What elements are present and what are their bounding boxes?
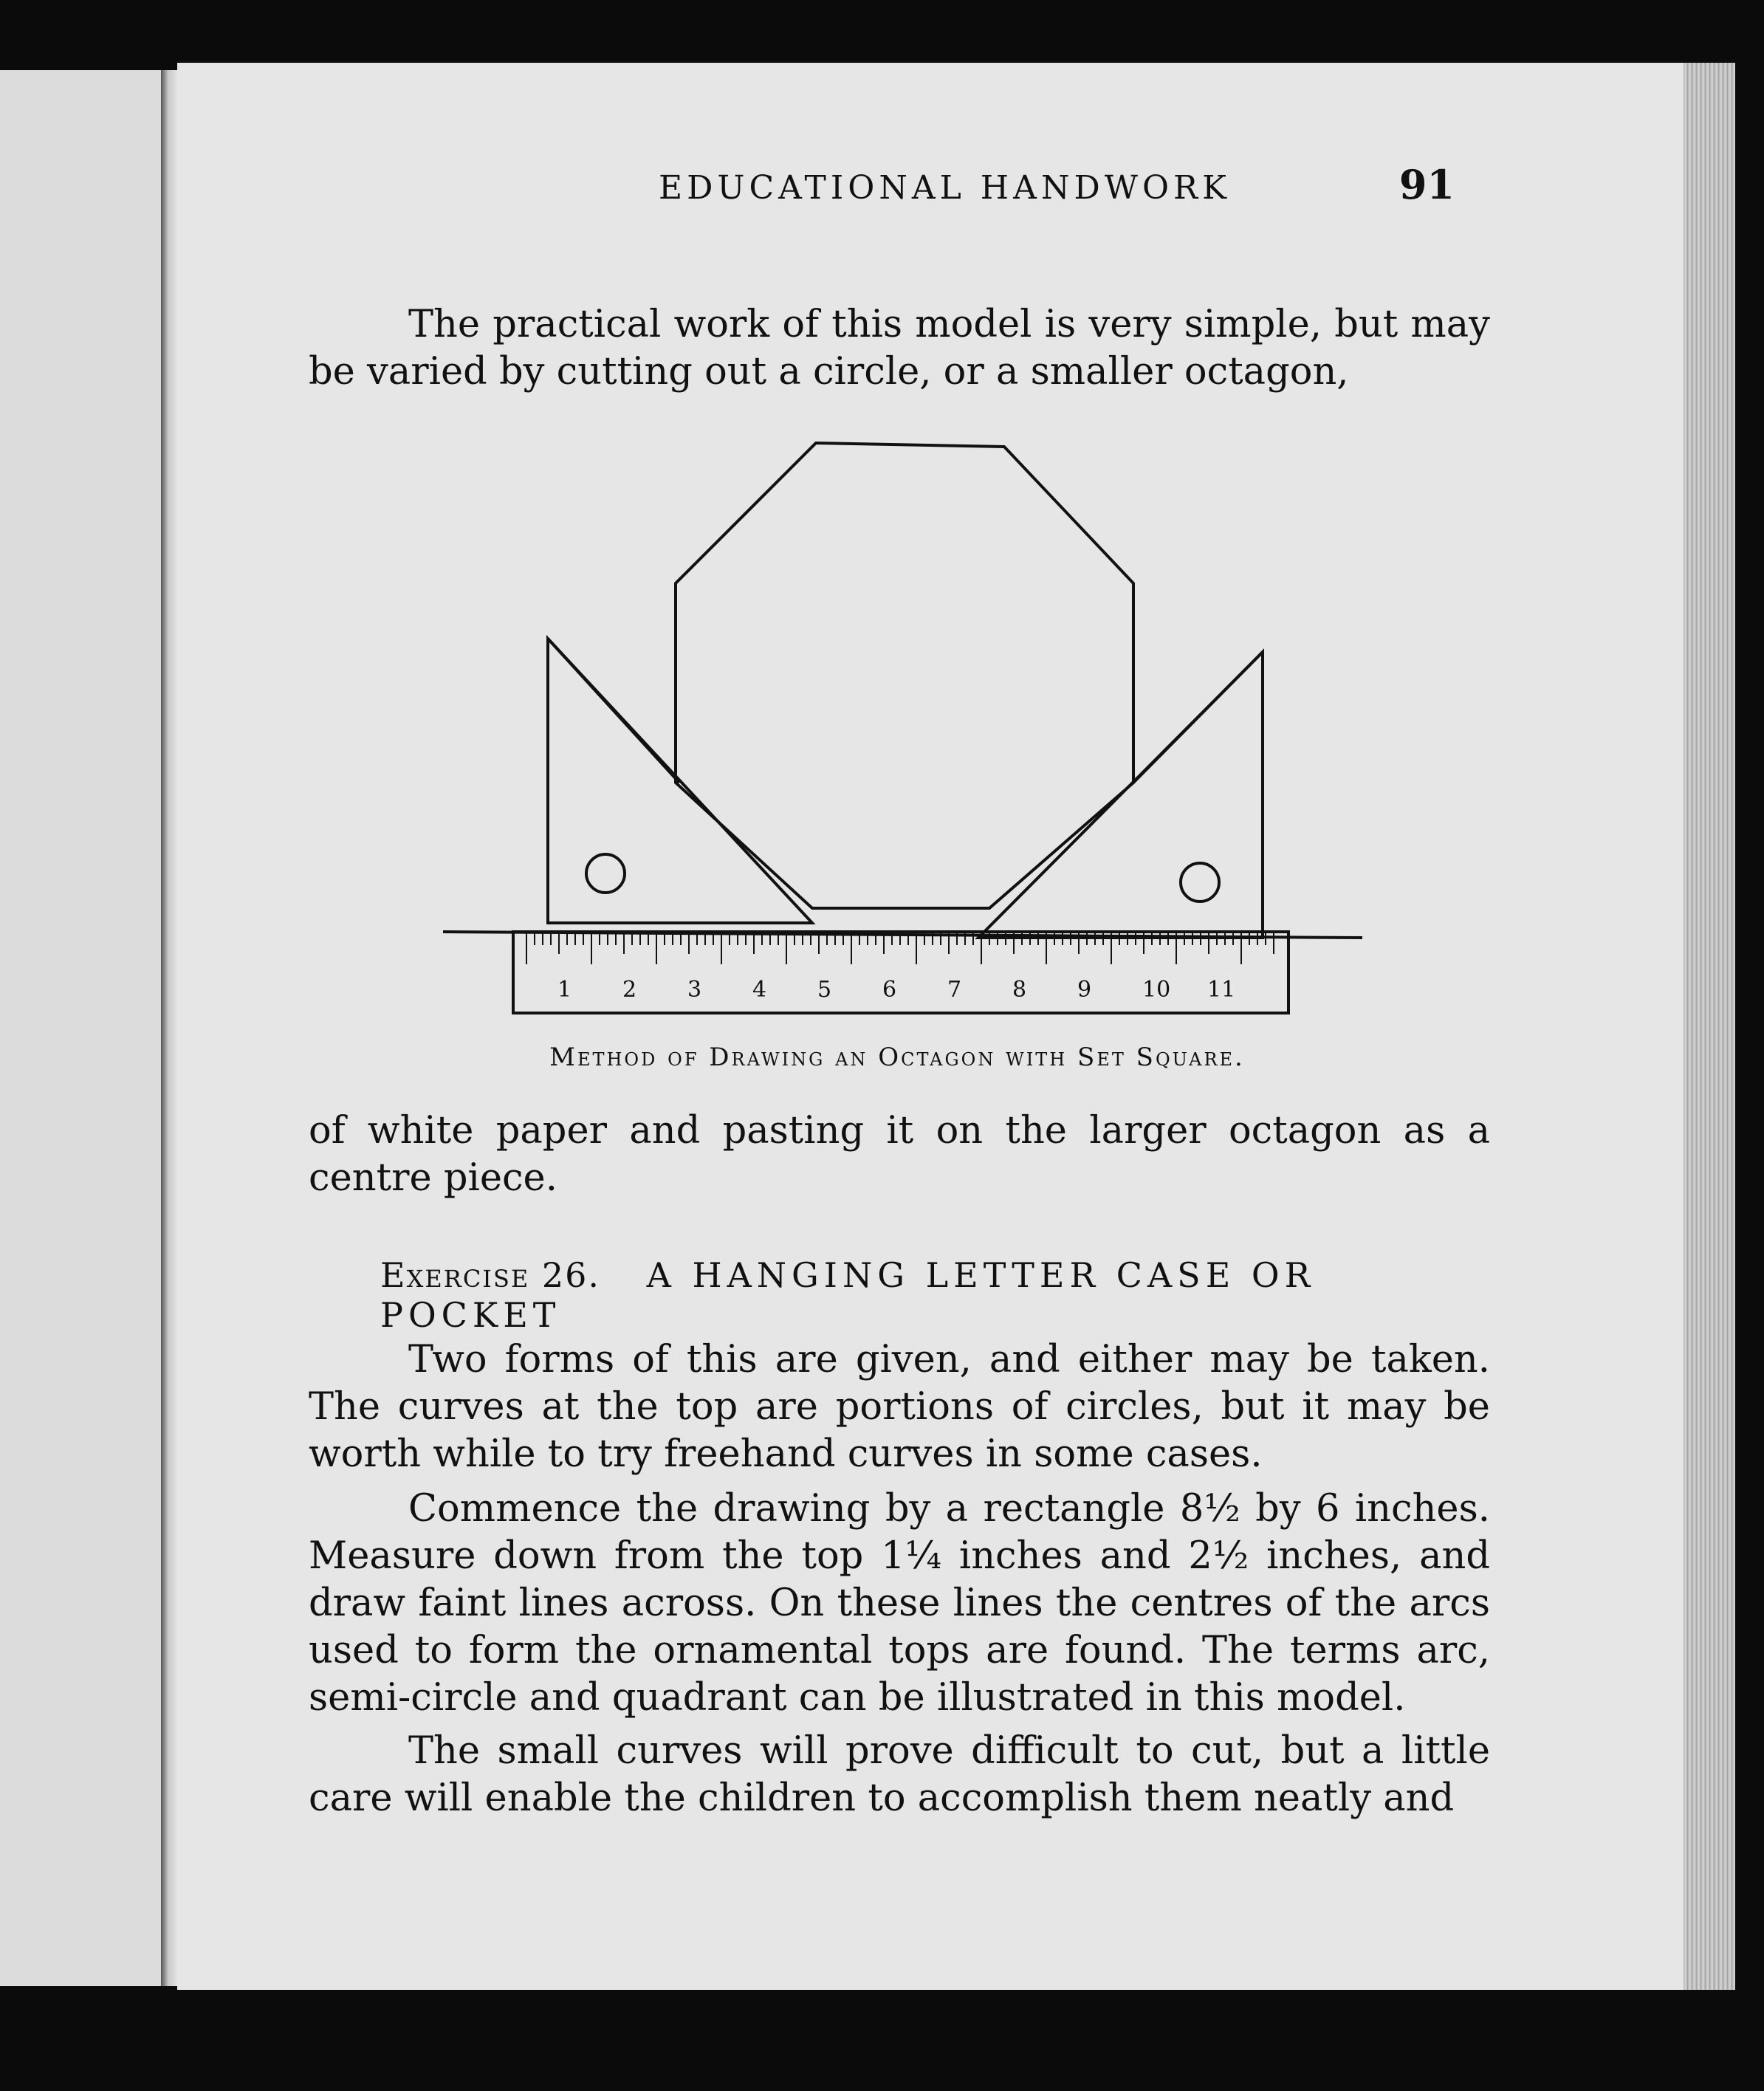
ruler-number: 8 — [1012, 977, 1027, 1003]
ruler-number: 6 — [882, 977, 897, 1003]
exercise-heading — [380, 1255, 1429, 1335]
paragraph-intro: The practical work of this model is very simple, but may be varied by cutting out a circle, or a smaller octagon, — [309, 303, 1490, 394]
running-title: EDUCATIONAL HANDWORK — [659, 169, 1232, 207]
ruler-number: 7 — [947, 977, 962, 1003]
right-set-square-hole — [1181, 863, 1219, 902]
book-gutter — [161, 70, 177, 1986]
page-edge — [1684, 63, 1735, 1990]
ruler-number: 2 — [622, 977, 637, 1003]
ruler-number: 5 — [817, 977, 832, 1003]
exercise-label: Exercise 26. — [380, 1255, 600, 1295]
figure-caption: Method of Drawing an Octagon with Set Square. — [549, 1043, 1245, 1072]
ruler-number: 11 — [1207, 977, 1236, 1003]
octagon-shape — [676, 443, 1133, 908]
octagon-diagram — [436, 436, 1366, 1026]
paragraph-commence: Commence the drawing by a rectangle 8½ by 6 inches. Measure down from the top 1¼ inches and 2½ inches, and draw faint lines across. On these lines the centres of the arcs used to form the ornamental tops are found. The terms arc, semi-circle and quadrant can be illustrated in this model. — [309, 1487, 1490, 1720]
ruler-number: 3 — [687, 977, 702, 1003]
left-set-square-hole — [586, 854, 625, 893]
paragraph-continued: of white paper and pasting it on the larger octagon as a centre piece. — [309, 1109, 1490, 1200]
page-number: 91 — [1398, 161, 1455, 208]
ruler-number: 1 — [557, 977, 572, 1003]
paragraph-two-forms: Two forms of this are given, and either may be taken. The curves at the top are portions of circles, but it may be worth while to try freehand curves in some cases. — [309, 1338, 1490, 1476]
running-head — [480, 161, 1455, 208]
exercise-title: A HANGING LETTER CASE OR POCKET — [380, 1255, 1316, 1335]
paragraph-small-curves: The small curves will prove difficult to cut, but a little care will enable the children to accomplish them neatly and — [309, 1729, 1490, 1820]
ruler-number: 4 — [752, 977, 767, 1003]
left-page — [0, 70, 166, 1986]
octagon-figure — [436, 436, 1366, 1026]
ruler-number: 10 — [1142, 977, 1171, 1003]
ruler-number: 9 — [1077, 977, 1092, 1003]
